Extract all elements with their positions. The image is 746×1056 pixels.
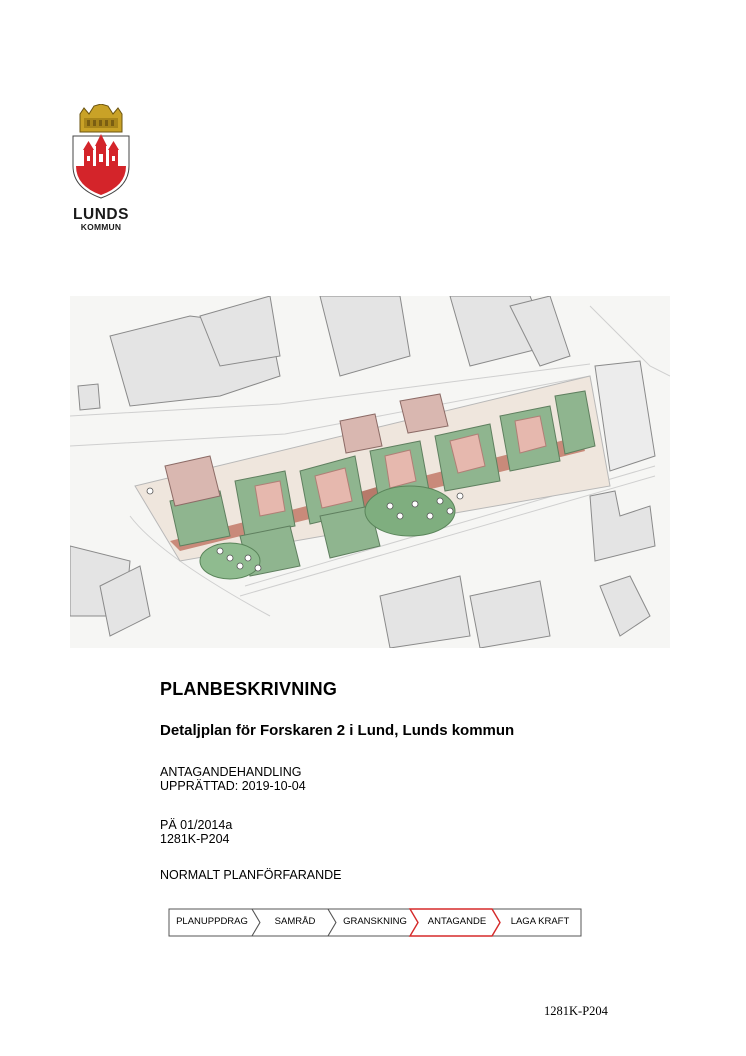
document-title: PLANBESKRIVNING	[160, 679, 338, 699]
document-prepared-date: UPPRÄTTAD: 2019-10-04	[160, 779, 306, 793]
lund-coat-of-arms-icon	[70, 104, 132, 200]
document-procedure: NORMALT PLANFÖRFARANDE	[160, 868, 342, 882]
process-label-antagande: ANTAGANDE	[427, 916, 487, 927]
document-pa-number: PÄ 01/2014a	[160, 818, 233, 832]
site-plan-illustration	[70, 296, 670, 648]
logo-wordmark-kommun: KOMMUN	[80, 222, 122, 232]
document-subtitle: Detaljplan för Forskaren 2 i Lund, Lunds kommun	[160, 722, 515, 739]
document-reference-block	[160, 818, 232, 846]
process-label-planuppdrag: PLANUPPDRAG	[176, 916, 248, 927]
planning-process-bar	[168, 908, 582, 937]
logo-wordmark-lunds: LUNDS	[73, 206, 129, 223]
document-plan-id: 1281K-P204	[160, 832, 230, 846]
document-stage: ANTAGANDEHANDLING	[160, 765, 302, 779]
process-label-granskning: GRANSKNING	[343, 916, 407, 927]
process-label-samrad: SAMRÅD	[274, 916, 316, 927]
process-label-laga-kraft: LAGA KRAFT	[510, 916, 570, 927]
municipality-logo	[70, 104, 132, 232]
footer-plan-id: 1281K-P204	[544, 1004, 608, 1018]
document-stage-block	[160, 765, 306, 793]
